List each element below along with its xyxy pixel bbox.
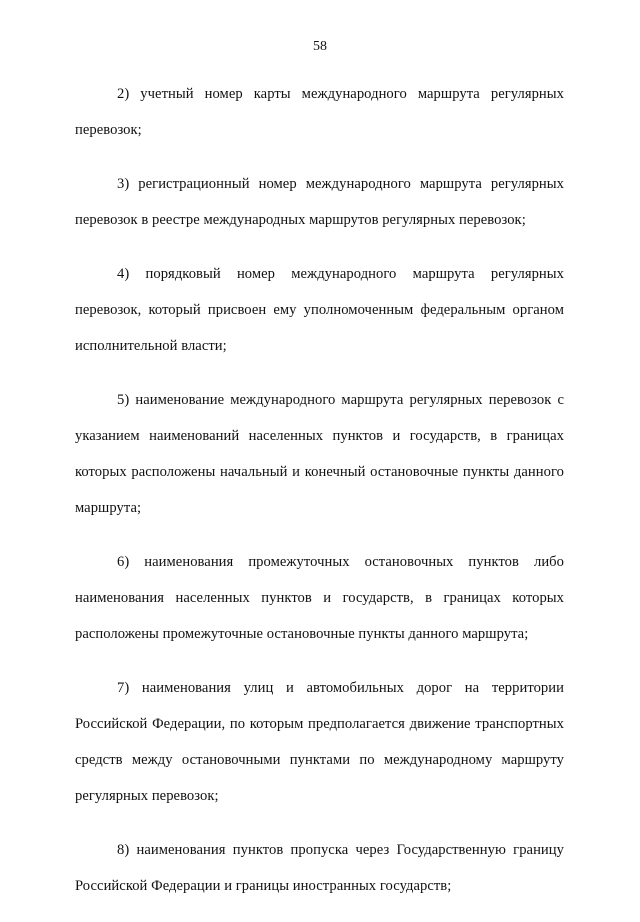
- page-number: 58: [313, 39, 327, 54]
- list-item: 6) наименования промежуточных остановочных пунктов либо наименования населенных пунктов и государств, в границах которых расположены промежуточные остановочные пункты данного маршрута;: [75, 554, 564, 642]
- list-item: 2) учетный номер карты международного маршрута регулярных перевозок;: [75, 86, 564, 138]
- list-item: 7) наименования улиц и автомобильных дорог на территории Российской Федерации, по которым предполагается движение транспортных средств между остановочными пунктами по международному маршруту регулярных перевозок;: [75, 680, 564, 804]
- list-item: 4) порядковый номер международного маршрута регулярных перевозок, который присвоен ему уполномоченным федеральным органом исполнительной власти;: [75, 266, 564, 354]
- list-item: 8) наименования пунктов пропуска через Государственную границу Российской Федерации и границы иностранных государств;: [75, 842, 564, 894]
- list-item: 5) наименование международного маршрута регулярных перевозок с указанием наименований населенных пунктов и государств, в границах которых расположены начальный и конечный остановочные пункты данного маршрута;: [75, 392, 564, 516]
- list-item: 3) регистрационный номер международного маршрута регулярных перевозок в реестре международных маршрутов регулярных перевозок;: [75, 176, 564, 228]
- document-body: [75, 76, 564, 922]
